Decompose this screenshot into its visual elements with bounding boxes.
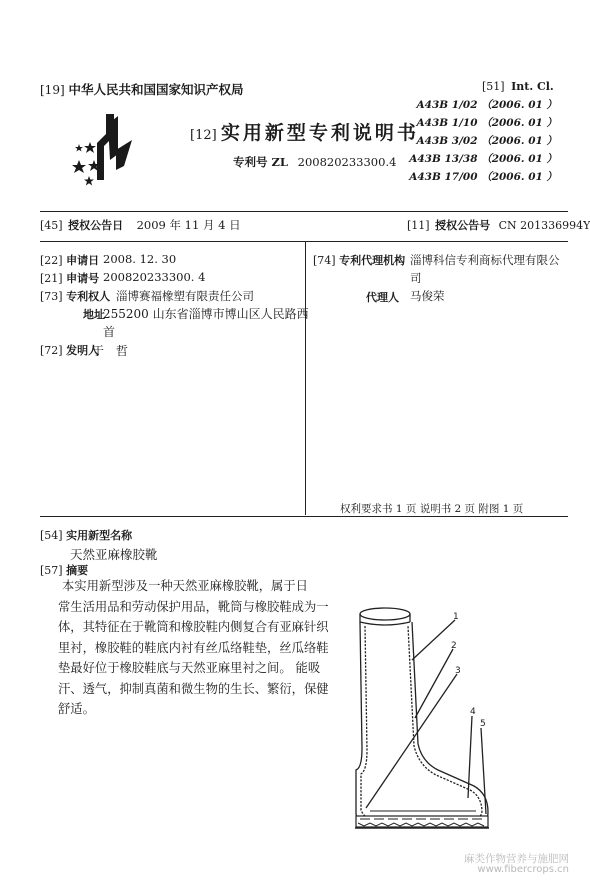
- figure-label: 3: [455, 666, 461, 676]
- grant-number-code: [11]: [407, 219, 430, 232]
- abstract-line: 舒适。: [58, 702, 95, 716]
- utility-title-header: [40, 527, 132, 543]
- document-type: 实用新型专利说明书: [220, 122, 419, 144]
- grant-top-rule: [40, 211, 568, 212]
- emblem-logo-icon: [66, 110, 146, 190]
- authority-code: [19]: [40, 83, 65, 97]
- document-type-line: [190, 118, 419, 145]
- authority-line: [40, 80, 243, 98]
- doc-code: [12]: [190, 128, 217, 143]
- utility-title: 天然亚麻橡胶靴: [70, 547, 158, 562]
- patent-number-label: 专利号 ZL: [233, 155, 288, 169]
- field-code: [21]: [40, 272, 63, 285]
- field-label: 申请日: [66, 254, 100, 267]
- grant-date: [40, 217, 241, 233]
- field-value: 淄博赛福橡塑有限责任公司: [116, 289, 254, 303]
- classification-item: A43B 1/10 （2006. 01 ）: [416, 117, 557, 129]
- watermark-line-1: 麻类作物营养与施肥网: [464, 853, 569, 865]
- patent-number-line: [233, 154, 396, 170]
- agent: [366, 289, 399, 305]
- field-label: 摘要: [66, 564, 89, 577]
- figure-label: 4: [470, 707, 476, 717]
- agency-line-2: 司: [410, 271, 422, 285]
- abstract-line: 本实用新型涉及一种天然亚麻橡胶靴，属于日: [62, 579, 308, 593]
- column-divider: [305, 242, 306, 515]
- classification-header: [482, 80, 554, 93]
- classification-label: Int. Cl.: [511, 80, 554, 93]
- classification-code: [51]: [482, 80, 505, 93]
- field-label: 专利权人: [66, 290, 111, 303]
- classification-item: A43B 17/00 （2006. 01 ）: [409, 171, 557, 183]
- abstract-line: 垫最好位于橡胶鞋底与天然亚麻里衬之间。 能吸: [58, 661, 321, 675]
- boot-drawing: [340, 598, 510, 840]
- authority-name: 中华人民共和国国家知识产权局: [68, 82, 244, 97]
- grant-number-value: CN 201336994Y: [498, 219, 590, 232]
- abstract-line: 体，其特征在于靴筒和橡胶鞋内侧复合有亚麻针织: [58, 620, 329, 634]
- figure-label: 1: [453, 612, 459, 622]
- field-value: 于 哲: [92, 344, 129, 358]
- field-label: 地址: [83, 308, 105, 321]
- field-code: [74]: [313, 254, 336, 267]
- field-label: 实用新型名称: [66, 529, 133, 542]
- patent-office-emblem: [66, 110, 146, 190]
- field-value: 200820233300. 4: [103, 270, 206, 284]
- field-label: 代理人: [366, 291, 399, 304]
- grant-bottom-rule: [40, 241, 568, 242]
- field-code: [22]: [40, 254, 63, 267]
- classification-item: A43B 3/02 （2006. 01 ）: [416, 135, 557, 147]
- abstract-line: 汗、透气，抑制真菌和微生物的生长、繁衍，保健: [58, 681, 329, 696]
- grant-date-label: 授权公告日: [68, 219, 124, 232]
- figure-label: 2: [451, 641, 457, 651]
- patent-holder: [40, 288, 254, 304]
- abstract-body: [58, 576, 329, 720]
- grant-number-label: 授权公告号: [435, 219, 491, 232]
- abstract-line: 常生活用品和劳动保护用品，靴筒与橡胶鞋成为一: [58, 599, 329, 614]
- holder-address: [83, 306, 105, 322]
- field-label: 专利代理机构: [339, 254, 406, 267]
- grant-date-value: 2009 年 11 月 4 日: [136, 218, 241, 232]
- field-label: 申请号: [66, 272, 100, 285]
- field-code: [72]: [40, 344, 63, 357]
- field-code: [57]: [40, 564, 63, 577]
- field-code: [54]: [40, 529, 63, 542]
- patent-agency: [313, 252, 405, 268]
- field-code: [73]: [40, 290, 63, 303]
- figure-label: 5: [480, 719, 486, 729]
- field-value: 2008. 12. 30: [103, 252, 177, 266]
- boot-figure: [340, 598, 510, 840]
- page-counts: 权利要求书 1 页 说明书 2 页 附图 1 页: [340, 503, 524, 515]
- agent-name: 马俊荣: [410, 289, 445, 303]
- inventor: [40, 342, 129, 358]
- grant-date-code: [45]: [40, 219, 63, 232]
- classification-item: A43B 13/38 （2006. 01 ）: [409, 153, 557, 165]
- classification-item: A43B 1/02 （2006. 01 ）: [416, 99, 557, 111]
- patent-number: 200820233300.4: [297, 155, 397, 169]
- abstract-line: 里衬，橡胶鞋的鞋底内衬有丝瓜络鞋垫，丝瓜络鞋: [58, 640, 329, 655]
- section-rule: [40, 516, 568, 517]
- address-line-2: 首: [103, 325, 116, 339]
- application-number: [40, 270, 206, 286]
- grant-number: [407, 217, 590, 233]
- field-label: 发明人: [66, 344, 100, 357]
- watermark-line-2: www.fibercrops.cn: [477, 864, 569, 875]
- address-line-1: 255200 山东省淄博市博山区人民路西: [103, 307, 309, 321]
- application-date: [40, 252, 177, 268]
- agency-line-1: 淄博科信专利商标代理有限公: [410, 253, 560, 267]
